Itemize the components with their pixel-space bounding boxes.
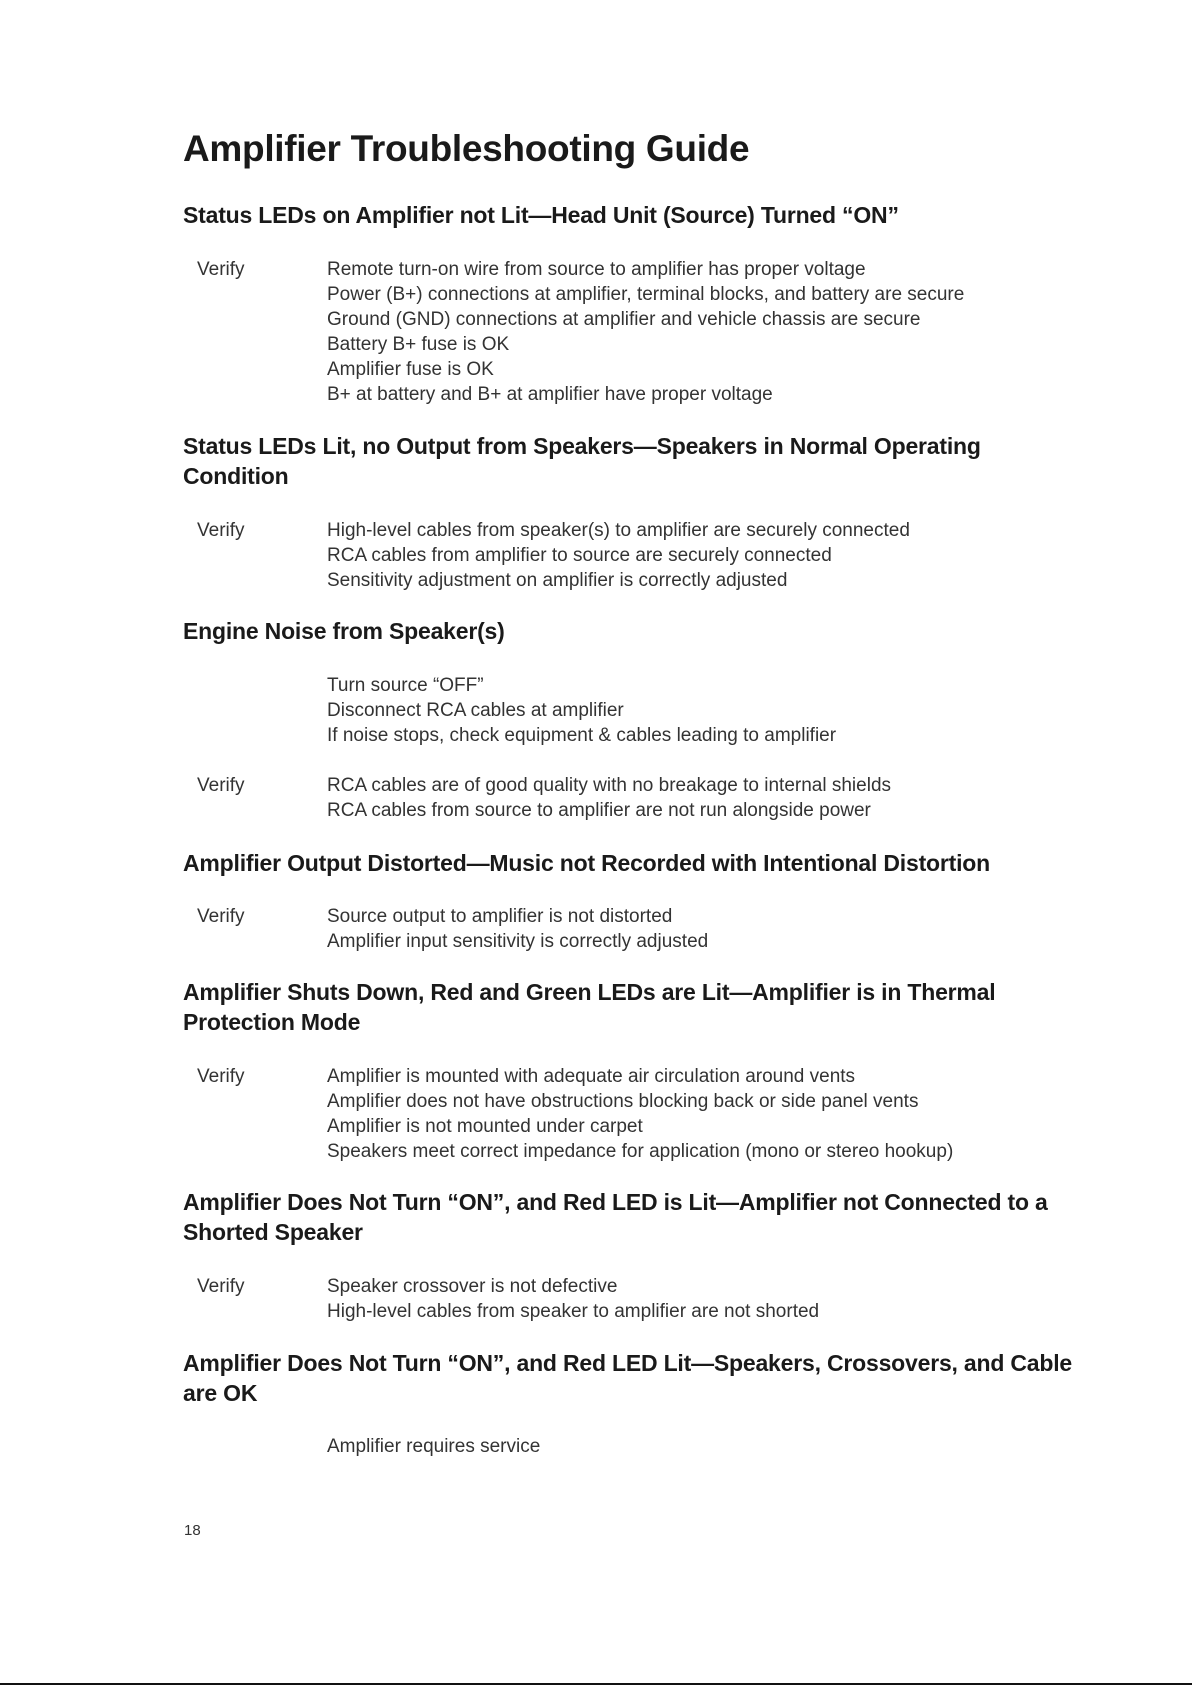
checklist <box>327 257 964 407</box>
checklist-item: Amplifier fuse is OK <box>327 359 494 380</box>
section-heading: Status LEDs Lit, no Output from Speakers—Speakers in Normal Operating Condition <box>183 433 981 489</box>
checklist-item: Speaker crossover is not defective <box>327 1276 618 1297</box>
section-heading: Engine Noise from Speaker(s) <box>183 618 505 644</box>
section-heading: Amplifier Output Distorted—Music not Recorded with Intentional Distortion <box>183 850 990 876</box>
checklist-item: Amplifier input sensitivity is correctly adjusted <box>327 931 709 952</box>
checklist-item: Turn source “OFF” <box>327 675 484 696</box>
checklist-item: High-level cables from speaker to amplifier are not shorted <box>327 1301 820 1322</box>
verify-label: Verify <box>197 520 245 541</box>
checklist-item: If noise stops, check equipment & cables leading to amplifier <box>327 725 837 746</box>
section-heading: Amplifier Does Not Turn “ON”, and Red LED is Lit—Amplifier not Connected to a Shorted Speaker <box>183 1189 1048 1245</box>
checklist-item: High-level cables from speaker(s) to amplifier are securely connected <box>327 520 910 541</box>
checklist-item: Source output to amplifier is not distorted <box>327 906 673 927</box>
checklist <box>327 673 836 748</box>
verify-label: Verify <box>197 1276 245 1297</box>
verify-label: Verify <box>197 1066 245 1087</box>
checklist-item: Sensitivity adjustment on amplifier is correctly adjusted <box>327 570 788 591</box>
checklist-item: Amplifier does not have obstructions blocking back or side panel vents <box>327 1091 919 1112</box>
page-title: Amplifier Troubleshooting Guide <box>183 128 750 169</box>
section-heading: Amplifier Shuts Down, Red and Green LEDs are Lit—Amplifier is in Thermal Protection Mode <box>183 979 996 1035</box>
checklist-item: Power (B+) connections at amplifier, terminal blocks, and battery are secure <box>327 284 965 305</box>
checklist-item: Speakers meet correct impedance for application (mono or stereo hookup) <box>327 1141 954 1162</box>
section-heading: Amplifier Does Not Turn “ON”, and Red LED Lit—Speakers, Crossovers, and Cable are OK <box>183 1350 1073 1406</box>
checklist-item: B+ at battery and B+ at amplifier have proper voltage <box>327 384 773 405</box>
checklist <box>327 773 891 823</box>
checklist-item: Remote turn-on wire from source to amplifier has proper voltage <box>327 259 866 280</box>
checklist <box>327 1434 540 1459</box>
checklist-item: Battery B+ fuse is OK <box>327 334 510 355</box>
checklist <box>327 904 708 954</box>
checklist <box>327 1064 953 1164</box>
checklist-item: Amplifier is not mounted under carpet <box>327 1116 643 1137</box>
checklist-item: Amplifier requires service <box>327 1436 541 1457</box>
checklist-item: RCA cables are of good quality with no breakage to internal shields <box>327 775 892 796</box>
verify-label: Verify <box>197 259 245 280</box>
checklist-item: Ground (GND) connections at amplifier and vehicle chassis are secure <box>327 309 921 330</box>
checklist-item: Amplifier is mounted with adequate air circulation around vents <box>327 1066 856 1087</box>
section-heading: Status LEDs on Amplifier not Lit—Head Unit (Source) Turned “ON” <box>183 202 899 228</box>
checklist <box>327 1274 819 1324</box>
checklist <box>327 518 910 593</box>
verify-label: Verify <box>197 906 245 927</box>
checklist-item: Disconnect RCA cables at amplifier <box>327 700 624 721</box>
checklist-item: RCA cables from amplifier to source are securely connected <box>327 545 832 566</box>
page-number: 18 <box>184 1522 201 1539</box>
verify-label: Verify <box>197 775 245 796</box>
checklist-item: RCA cables from source to amplifier are not run alongside power <box>327 800 871 821</box>
